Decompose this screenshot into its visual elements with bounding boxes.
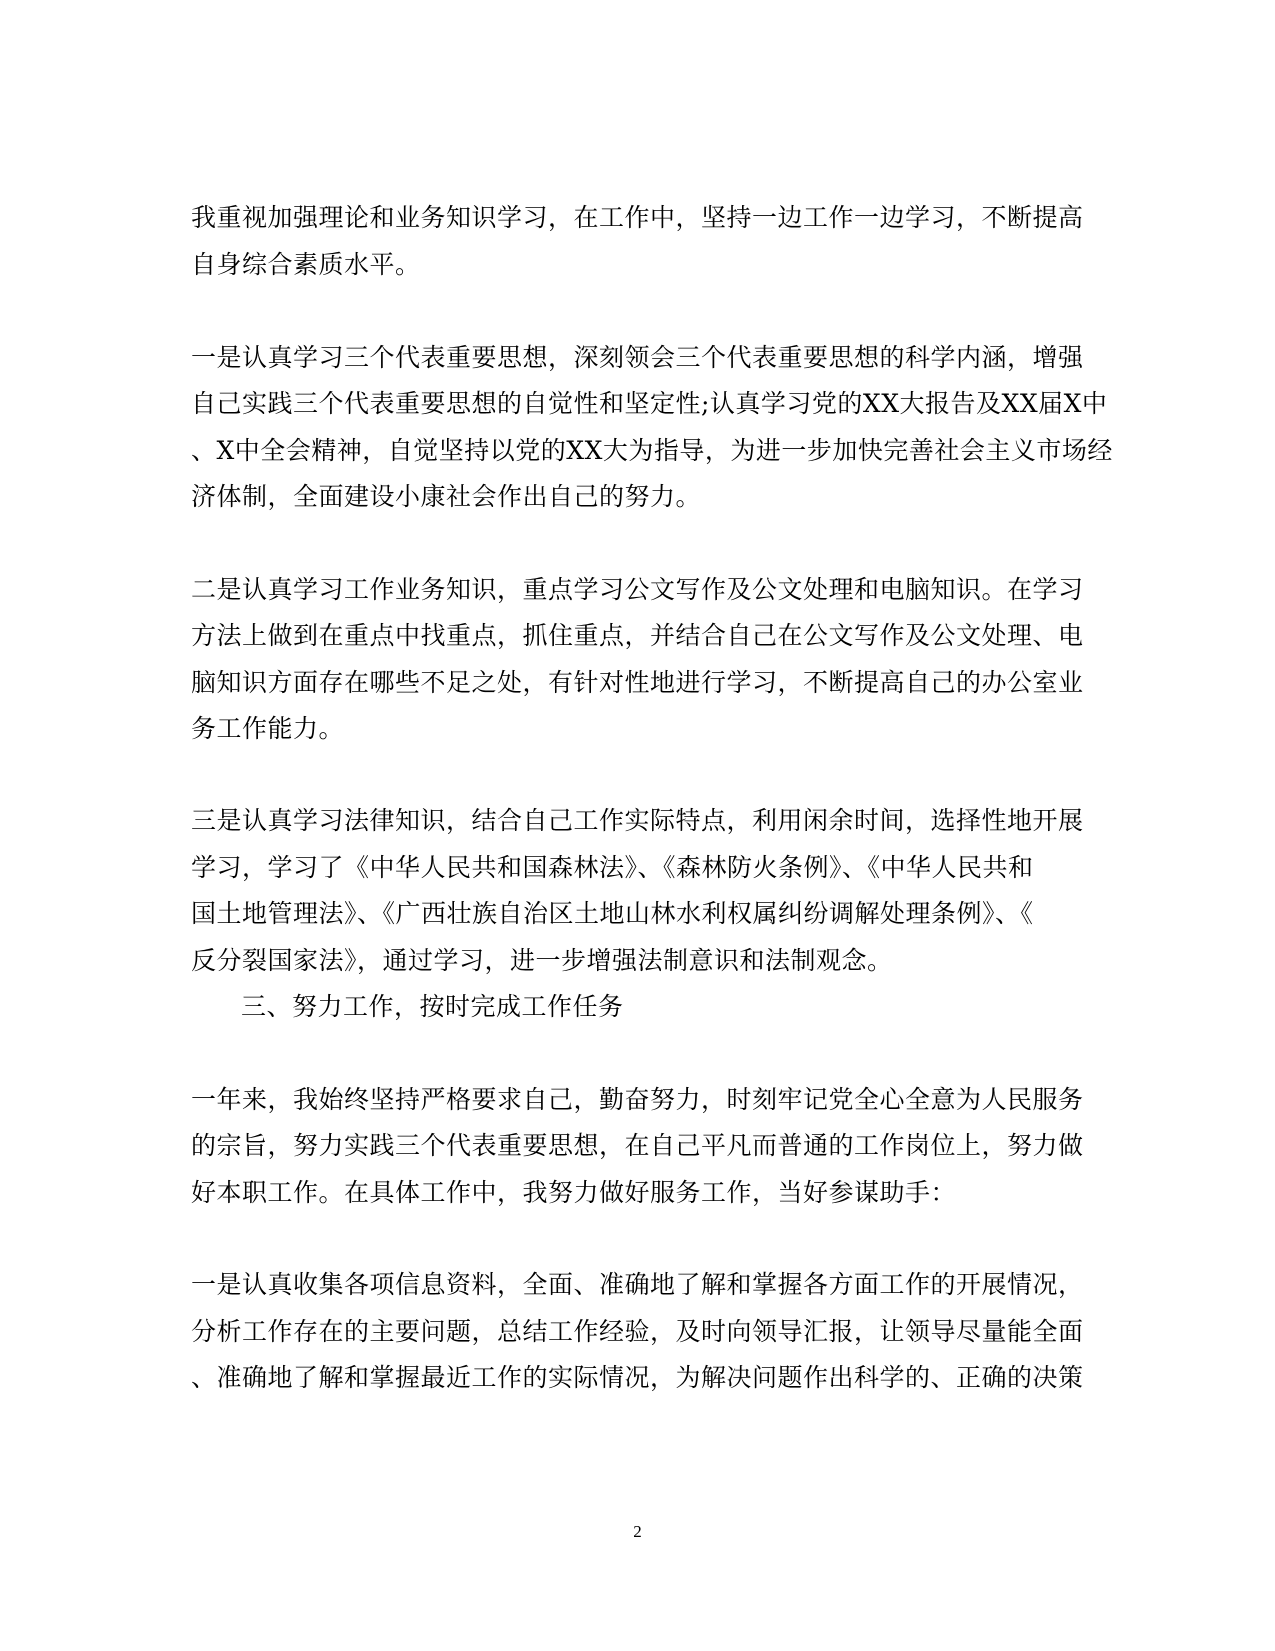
paragraph-line: 三是认真学习法律知识，结合自己工作实际特点，利用闲余时间，选择性地开展 [191, 806, 1084, 835]
paragraph-line: 一年来，我始终坚持严格要求自己，勤奋努力，时刻牢记党全心全意为人民服务 [191, 1085, 1084, 1114]
section-heading: 三、努力工作，按时完成工作任务 [241, 992, 624, 1021]
paragraph-line: 务工作能力。 [191, 714, 345, 743]
paragraph-line: 、准确地了解和掌握最近工作的实际情况，为解决问题作出科学的、正确的决策 [191, 1363, 1084, 1392]
paragraph-line: 脑知识方面存在哪些不足之处，有针对性地进行学习，不断提高自己的办公室业 [191, 668, 1084, 697]
paragraph-line: 自身综合素质水平。 [191, 250, 421, 279]
paragraph-line: 自己实践三个代表重要思想的自觉性和坚定性;认真学习党的XX大报告及XX届X中 [191, 389, 1108, 418]
paragraph-line: 我重视加强理论和业务知识学习，在工作中，坚持一边工作一边学习，不断提高 [191, 203, 1084, 232]
paragraph-line: 一是认真收集各项信息资料，全面、准确地了解和掌握各方面工作的开展情况， [191, 1270, 1084, 1299]
paragraph-line: 、X中全会精神，自觉坚持以党的XX大为指导，为进一步加快完善社会主义市场经 [191, 436, 1113, 465]
paragraph-line: 济体制，全面建设小康社会作出自己的努力。 [191, 482, 702, 511]
page-number: 2 [633, 1522, 642, 1541]
paragraph-line: 的宗旨，努力实践三个代表重要思想，在自己平凡而普通的工作岗位上，努力做 [191, 1131, 1084, 1160]
paragraph-line: 反分裂国家法》，通过学习，进一步增强法制意识和法制观念。 [191, 946, 893, 975]
paragraph-line: 二是认真学习工作业务知识，重点学习公文写作及公文处理和电脑知识。在学习 [191, 575, 1084, 604]
paragraph-line: 一是认真学习三个代表重要思想，深刻领会三个代表重要思想的科学内涵，增强 [191, 343, 1084, 372]
paragraph-line: 分析工作存在的主要问题，总结工作经验，及时向领导汇报，让领导尽量能全面 [191, 1317, 1084, 1346]
paragraph-line: 好本职工作。在具体工作中，我努力做好服务工作，当好参谋助手： [191, 1178, 957, 1207]
paragraph-line: 学习，学习了《中华人民共和国森林法》、《森林防火条例》、《中华人民共和 [191, 853, 1034, 882]
paragraph-line: 国土地管理法》、《广西壮族自治区土地山林水利权属纠纷调解处理条例》、《 [191, 899, 1034, 928]
paragraph-line: 方法上做到在重点中找重点，抓住重点，并结合自己在公文写作及公文处理、电 [191, 621, 1084, 650]
